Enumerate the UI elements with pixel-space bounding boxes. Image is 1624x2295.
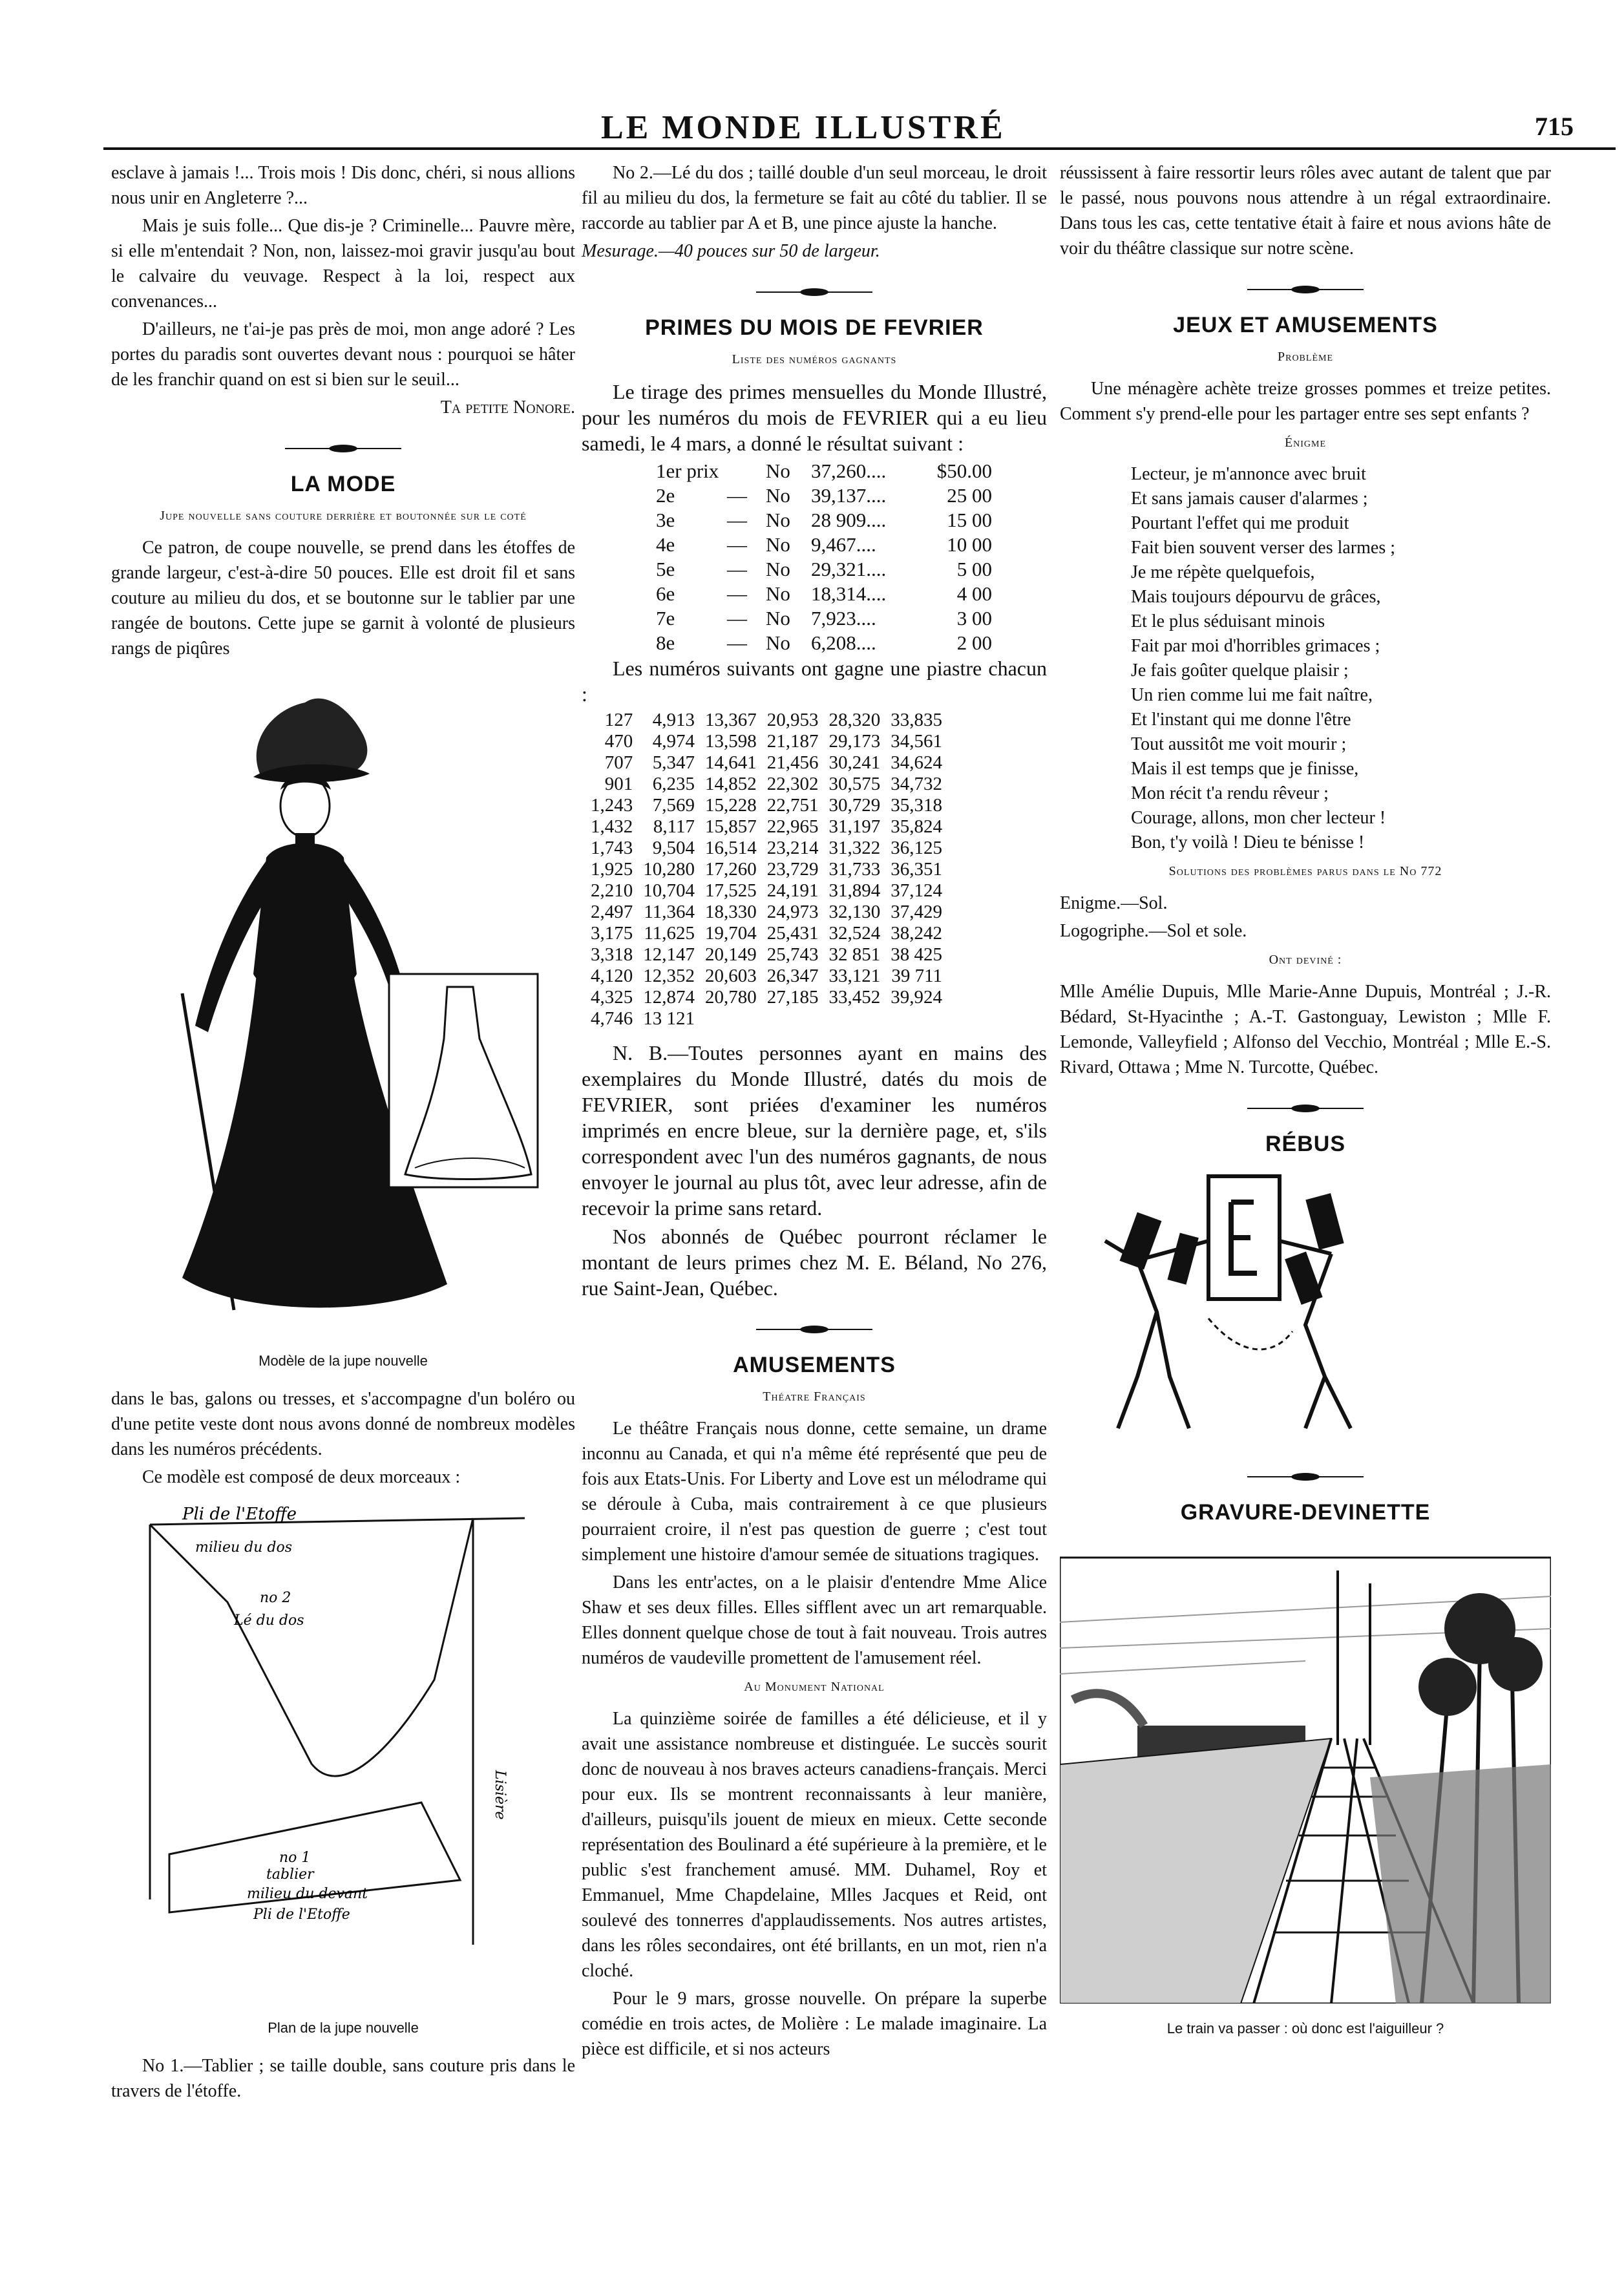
amusements-continuation: réussissent à faire ressortir leurs rôles avec autant de talent que par le passé, nous pouvons nous attendre à un régal extraordinaire. Dans tous les cas, cette tentative était à faire et nous avions hâte de voir du théâtre classique sur notre scène. xyxy=(1060,163,1551,259)
letter-paragraph: Mais je suis folle... Que dis-je ? Criminelle... Pauvre mère, si elle m'entendait ? Non, non, laissez-moi gravir jusqu'au bout le calvaire du veuvage. Respect à la loi, respect aux convenances... xyxy=(111,216,575,312)
ornament-divider xyxy=(756,287,872,297)
column-2 xyxy=(582,160,1047,2064)
solution-line: Enigme.—Sol. xyxy=(1060,893,1168,913)
winning-numbers-table xyxy=(591,710,953,1030)
skirt-pattern-diagram xyxy=(111,1492,575,2003)
poem-line: Mais toujours dépourvu de grâces, xyxy=(1131,587,1381,607)
numbers-row xyxy=(591,1008,953,1030)
number-cell: 9,504 xyxy=(652,838,695,858)
number-cell: 33,835 xyxy=(891,710,942,730)
ornament-divider xyxy=(1247,1103,1364,1114)
prize-row: 1er prix No 37,260.... $50.00 xyxy=(656,460,992,482)
devine-paragraph: Mlle Amélie Dupuis, Mlle Marie-Anne Dupuis, Montréal ; J.-R. Bédard, St-Hyacinthe ; A.-T. Gastonguay, Lewiston ; Mlle F. Lemonde, Valleyfield ; Alfonso del Vecchio, Montréal ; Mlle E.-S. Rivard, Ottawa ; Mme N. Turcotte, Québec. xyxy=(1060,982,1551,1077)
number-cell: 21,187 xyxy=(766,731,819,752)
number-cell: 22,302 xyxy=(766,774,819,794)
pattern-label: Pli de l'Etoffe xyxy=(253,1907,350,1923)
number-cell: 33,452 xyxy=(828,987,881,1008)
la-mode-paragraph: Ce patron, de coupe nouvelle, se prend dans les étoffes de grande largeur, c'est-à-dire 50 pouces. Elle est droit fil et sans couture au milieu du dos, et se boutonne sur le tablier par une rangée de boutons. Cette jupe se garnit à volonté de plusieurs rangs de piqûres xyxy=(111,538,575,659)
number-cell: 1,432 xyxy=(591,816,633,837)
number-cell: 7,569 xyxy=(652,795,695,816)
number-cell: 23,214 xyxy=(766,838,819,858)
number-cell: 35,824 xyxy=(891,816,942,837)
number-cell: 901 xyxy=(604,774,633,794)
number-cell: 12,352 xyxy=(643,966,695,986)
numbers-row xyxy=(591,944,953,966)
numbers-row xyxy=(591,966,953,987)
number-cell: 27,185 xyxy=(766,987,819,1008)
numbers-row xyxy=(591,816,953,838)
poem-line: Mon récit t'a rendu rêveur ; xyxy=(1131,783,1329,803)
enigme-poem xyxy=(1131,462,1551,855)
prize-row: 2e — No 39,137.... 25 00 xyxy=(656,484,992,507)
monument-subheading: Au Monument National xyxy=(744,1680,885,1694)
devine-subheading: Ont deviné : xyxy=(1269,953,1342,967)
ornament-divider xyxy=(756,1324,872,1335)
numbers-row xyxy=(591,774,953,795)
rebus-illustration xyxy=(1060,1163,1551,1441)
number-cell: 11,625 xyxy=(644,923,695,944)
numbers-row xyxy=(591,859,953,880)
ornament-divider xyxy=(1247,1472,1364,1482)
enigme-subheading: Énigme xyxy=(1284,436,1327,450)
numbers-row xyxy=(591,752,953,774)
numbers-row xyxy=(591,710,953,731)
number-cell: 1,925 xyxy=(591,859,633,880)
number-cell: 20,149 xyxy=(705,944,757,965)
number-cell: 24,191 xyxy=(766,880,819,901)
number-cell: 17,260 xyxy=(705,859,757,880)
poem-line: Un rien comme lui me fait naître, xyxy=(1131,685,1373,705)
number-cell: 37,124 xyxy=(891,880,942,901)
number-cell: 25,431 xyxy=(766,923,819,944)
number-cell xyxy=(891,1008,953,1030)
number-cell: 13,367 xyxy=(705,710,757,730)
number-cell: 14,852 xyxy=(705,774,757,794)
number-cell: 15,228 xyxy=(705,795,757,816)
number-cell: 16,514 xyxy=(705,838,757,858)
pattern-label: Pli de l'Etoffe xyxy=(182,1505,297,1524)
letter-paragraph: esclave à jamais !... Trois mois ! Dis donc, chéri, si nous allions nous unir en Angleterre ?... xyxy=(111,163,575,208)
number-cell: 19,704 xyxy=(705,923,757,944)
number-cell xyxy=(767,1008,829,1030)
rebus-heading: RÉBUS xyxy=(1265,1132,1346,1156)
poem-line: Et sans jamais causer d'alarmes ; xyxy=(1131,489,1368,509)
number-cell: 13 121 xyxy=(643,1008,695,1029)
number-cell: 33,121 xyxy=(828,966,881,986)
letter-paragraph: D'ailleurs, ne t'ai-je pas près de moi, mon ange adoré ? Les portes du paradis sont ouvertes devant nous : pourquoi se hâter de les franchir quand on est si bien sur le seuil... xyxy=(111,319,575,390)
nb-paragraph: N. B.—Toutes personnes ayant en mains des exemplaires du Monde Illustré, datés du mois de FEVRIER, sont priées d'examiner les numéros imprimés en encre bleue, sur la dernière page, et, s'ils correspondent avec l'un des numéros gagnants, de nous envoyer le journal au plus tôt, avec leur adresse, afin de recevoir la prime sans retard. xyxy=(582,1041,1047,1220)
prize-row: 5e — No 29,321.... 5 00 xyxy=(656,558,992,580)
number-cell: 5,347 xyxy=(652,752,695,773)
poem-line: Je fais goûter quelque plaisir ; xyxy=(1131,661,1349,681)
number-cell: 12,874 xyxy=(643,987,695,1008)
numbers-row xyxy=(591,902,953,923)
number-cell: 17,525 xyxy=(705,880,757,901)
number-cell: 4,974 xyxy=(652,731,695,752)
number-cell: 32,130 xyxy=(828,902,881,922)
prize-row: 8e — No 6,208.... 2 00 xyxy=(656,631,992,654)
piastre-intro: Les numéros suivants ont gagne une piastre chacun : xyxy=(582,657,1047,706)
number-cell: 15,857 xyxy=(705,816,757,837)
number-cell xyxy=(705,1008,767,1030)
jeux-heading: JEUX ET AMUSEMENTS xyxy=(1173,313,1438,337)
number-cell: 30,575 xyxy=(828,774,881,794)
number-cell: 34,624 xyxy=(891,752,942,773)
number-cell: 29,173 xyxy=(828,731,881,752)
pattern-label: no 1 xyxy=(279,1850,311,1866)
number-cell: 34,732 xyxy=(891,774,942,794)
letter-signature: Ta petite Nonore. xyxy=(440,397,575,418)
monument-paragraph: Pour le 9 mars, grosse nouvelle. On prépare la superbe comédie en trois actes, de Molière : Le malade imaginaire. La pièce est difficile, et si nos acteurs xyxy=(582,1989,1047,2059)
pattern-piece-note: No 2.—Lé du dos ; taillé double d'un seul morceau, le droit fil au milieu du dos, la fermeture se fait au côté du tablier. Il se raccorde au tablier par A et B, une pince ajuste la hanche. xyxy=(582,163,1047,233)
pattern-label: Lisière xyxy=(492,1770,508,1820)
header-rule xyxy=(103,147,1616,150)
gravure-caption: Le train va passer : où donc est l'aiguilleur ? xyxy=(1166,2020,1444,2036)
number-cell: 26,347 xyxy=(766,966,819,986)
number-cell: 20,780 xyxy=(705,987,757,1008)
number-cell: 32 851 xyxy=(828,944,881,965)
number-cell: 34,561 xyxy=(891,731,942,752)
fig1-caption: Modèle de la jupe nouvelle xyxy=(258,1353,428,1369)
gravure-illustration xyxy=(1060,1532,1551,2004)
poem-line: Lecteur, je m'annonce avec bruit xyxy=(1131,464,1366,484)
number-cell: 20,603 xyxy=(705,966,757,986)
number-cell: 35,318 xyxy=(891,795,942,816)
number-cell: 2,210 xyxy=(591,880,633,901)
number-cell: 39 711 xyxy=(891,966,942,986)
poem-line: Et le plus séduisant minois xyxy=(1131,611,1325,631)
numbers-row xyxy=(591,923,953,944)
prize-row: 7e — No 7,923.... 3 00 xyxy=(656,607,992,629)
number-cell: 31,197 xyxy=(828,816,881,837)
solutions-subheading: Solutions des problèmes parus dans le No 772 xyxy=(1168,864,1442,878)
poem-line: Fait par moi d'horribles grimaces ; xyxy=(1131,636,1380,656)
number-cell: 25,743 xyxy=(766,944,819,965)
number-cell: 36,351 xyxy=(891,859,942,880)
pattern-label: tablier xyxy=(266,1867,314,1883)
number-cell: 24,973 xyxy=(766,902,819,922)
composition-note: Ce modèle est composé de deux morceaux : xyxy=(142,1467,461,1487)
number-cell: 11,364 xyxy=(644,902,695,922)
probleme-paragraph: Une ménagère achète treize grosses pommes et treize petites. Comment s'y prend-elle pour les partager entre ses sept enfants ? xyxy=(1060,379,1551,424)
measurement-note: Mesurage.—40 pouces sur 50 de largeur. xyxy=(582,241,880,261)
numbers-row xyxy=(591,838,953,859)
poem-line: Fait bien souvent verser des larmes ; xyxy=(1131,538,1396,558)
la-mode-paragraph: dans le bas, galons ou tresses, et s'accompagne d'un boléro ou d'une petite veste dont nous avons donné de nombreux modèles dans les numéros précédents. xyxy=(111,1389,575,1459)
number-cell: 28,320 xyxy=(828,710,881,730)
number-cell: 37,429 xyxy=(891,902,942,922)
pattern-label: no 2 xyxy=(260,1590,291,1606)
pattern-label: milieu du devant xyxy=(247,1886,368,1902)
number-cell: 1,243 xyxy=(591,795,633,816)
prize-row: 6e — No 18,314.... 4 00 xyxy=(656,582,992,605)
theatre-paragraph: Le théâtre Français nous donne, cette semaine, un drame inconnu au Canada, et qui n'a même été représenté que peu de fois aux Etats-Unis. For Liberty and Love est un mélodrame qui se déroule à Cuba, mais contrairement à ce que plusieurs pourraient croire, il n'est pas question de guerre ; c'est tout simplement une histoire d'amour semée de situations tragiques. xyxy=(582,1419,1047,1565)
number-cell: 12,147 xyxy=(643,944,695,965)
numbers-row xyxy=(591,987,953,1008)
number-cell: 38,242 xyxy=(891,923,942,944)
number-cell: 3,318 xyxy=(591,944,633,965)
number-cell: 4,746 xyxy=(591,1008,633,1029)
number-cell: 23,729 xyxy=(766,859,819,880)
poem-line: Bon, t'y voilà ! Dieu te bénisse ! xyxy=(1131,832,1365,852)
number-cell: 30,241 xyxy=(828,752,881,773)
solution-line: Logogriphe.—Sol et sole. xyxy=(1060,921,1247,941)
number-cell: 4,913 xyxy=(652,710,695,730)
number-cell: 470 xyxy=(604,731,633,752)
number-cell: 31,894 xyxy=(828,880,881,901)
number-cell: 4,325 xyxy=(591,987,633,1008)
number-cell: 10,704 xyxy=(643,880,695,901)
numbers-row xyxy=(591,731,953,752)
pattern-piece-note: No 1.—Tablier ; se taille double, sans couture pris dans le travers de l'étoffe. xyxy=(111,2056,575,2101)
amusements-heading: AMUSEMENTS xyxy=(733,1353,896,1377)
primes-intro: Le tirage des primes mensuelles du Monde Illustré, pour les numéros du mois de FEVRIER qui a eu lieu samedi, le 4 mars, a donné le résultat suivant : xyxy=(582,380,1047,455)
poem-line: Et l'instant qui me donne l'être xyxy=(1131,710,1351,730)
number-cell: 6,235 xyxy=(652,774,695,794)
poem-line: Pourtant l'effet qui me produit xyxy=(1131,513,1349,533)
number-cell: 22,751 xyxy=(766,795,819,816)
number-cell: 22,965 xyxy=(766,816,819,837)
number-cell: 707 xyxy=(604,752,633,773)
gravure-heading: GRAVURE-DEVINETTE xyxy=(1180,1500,1431,1525)
number-cell: 36,125 xyxy=(891,838,942,858)
fig2-caption: Plan de la jupe nouvelle xyxy=(268,2020,419,2036)
poem-line: Je me répète quelquefois, xyxy=(1131,562,1315,582)
column-1 xyxy=(111,160,575,2106)
number-cell: 1,743 xyxy=(591,838,633,858)
quebec-paragraph: Nos abonnés de Québec pourront réclamer le montant de leurs primes chez M. E. Béland, No 276, rue Saint-Jean, Québec. xyxy=(582,1225,1047,1300)
la-mode-heading: LA MODE xyxy=(290,472,396,496)
number-cell: 18,330 xyxy=(705,902,757,922)
poem-line: Mais il est temps que je finisse, xyxy=(1131,759,1359,779)
primes-subheading: Liste des numéros gagnants xyxy=(732,352,897,366)
prize-row: 4e — No 9,467.... 10 00 xyxy=(656,533,992,556)
number-cell xyxy=(829,1008,891,1030)
number-cell: 3,175 xyxy=(591,923,633,944)
number-cell: 31,322 xyxy=(828,838,881,858)
poem-line: Courage, allons, mon cher lecteur ! xyxy=(1131,808,1386,828)
prize-list xyxy=(656,459,1047,655)
la-mode-subheading: Jupe nouvelle sans couture derrière et boutonnée sur le coté xyxy=(160,509,527,523)
theatre-subheading: Théatre Français xyxy=(763,1390,866,1404)
monument-paragraph: La quinzième soirée de familles a été délicieuse, et il y avait une assistance nombreuse et distinguée. Le succès sourit donc de nouveau à nos braves acteurs canadiens-français. Merci pour eux. Ils se montrent reconnaissants à leur manière, d'ailleurs, puisqu'ils jouent de mieux en mieux. Cette seconde représentation des Boulinard a été supérieure à la première, et le public s'est franchement amusé. MM. Duhamel, Roy et Emmanuel, Mme Chapdelaine, Mlles Jacques et Reid, ont soulevé des tonnerres d'applaudissements. Nos autres artistes, dans les rôles secondaires, ont été brillants, en un mot, rien n'a cloché. xyxy=(582,1709,1047,1981)
number-cell: 127 xyxy=(604,710,633,730)
number-cell: 4,120 xyxy=(591,966,633,986)
number-cell: 30,729 xyxy=(828,795,881,816)
number-cell: 39,924 xyxy=(891,987,942,1008)
page-number: 715 xyxy=(1535,112,1574,141)
number-cell: 10,280 xyxy=(643,859,695,880)
pattern-label: Lé du dos xyxy=(234,1613,304,1629)
number-cell: 20,953 xyxy=(766,710,819,730)
pattern-label: milieu du dos xyxy=(195,1539,293,1556)
poem-line: Tout aussitôt me voit mourir ; xyxy=(1131,734,1347,754)
number-cell: 2,497 xyxy=(591,902,633,922)
number-cell: 14,641 xyxy=(705,752,757,773)
numbers-row xyxy=(591,795,953,816)
prize-row: 3e — No 28 909.... 15 00 xyxy=(656,509,992,531)
primes-heading: PRIMES DU MOIS DE FEVRIER xyxy=(645,315,984,340)
number-cell: 38 425 xyxy=(891,944,942,965)
number-cell: 8,117 xyxy=(653,816,695,837)
theatre-paragraph: Dans les entr'actes, on a le plaisir d'entendre Mme Alice Shaw et ses deux filles. Elles sifflent avec un art remarquable. Elles donnent quelque chose de tout à fait nouveau. Trois autres numéros de vaudeville promettent de l'amusement réel. xyxy=(582,1572,1047,1668)
number-cell: 13,598 xyxy=(705,731,757,752)
ornament-divider xyxy=(1247,284,1364,295)
fashion-model-illustration xyxy=(111,664,575,1336)
newspaper-title: LE MONDE ILLUSTRÉ xyxy=(601,109,1006,146)
numbers-row xyxy=(591,880,953,902)
ornament-divider xyxy=(285,443,401,454)
column-3 xyxy=(1060,160,1551,2054)
number-cell: 31,733 xyxy=(828,859,881,880)
number-cell: 32,524 xyxy=(828,923,881,944)
number-cell: 21,456 xyxy=(766,752,819,773)
probleme-subheading: Problème xyxy=(1277,350,1333,364)
